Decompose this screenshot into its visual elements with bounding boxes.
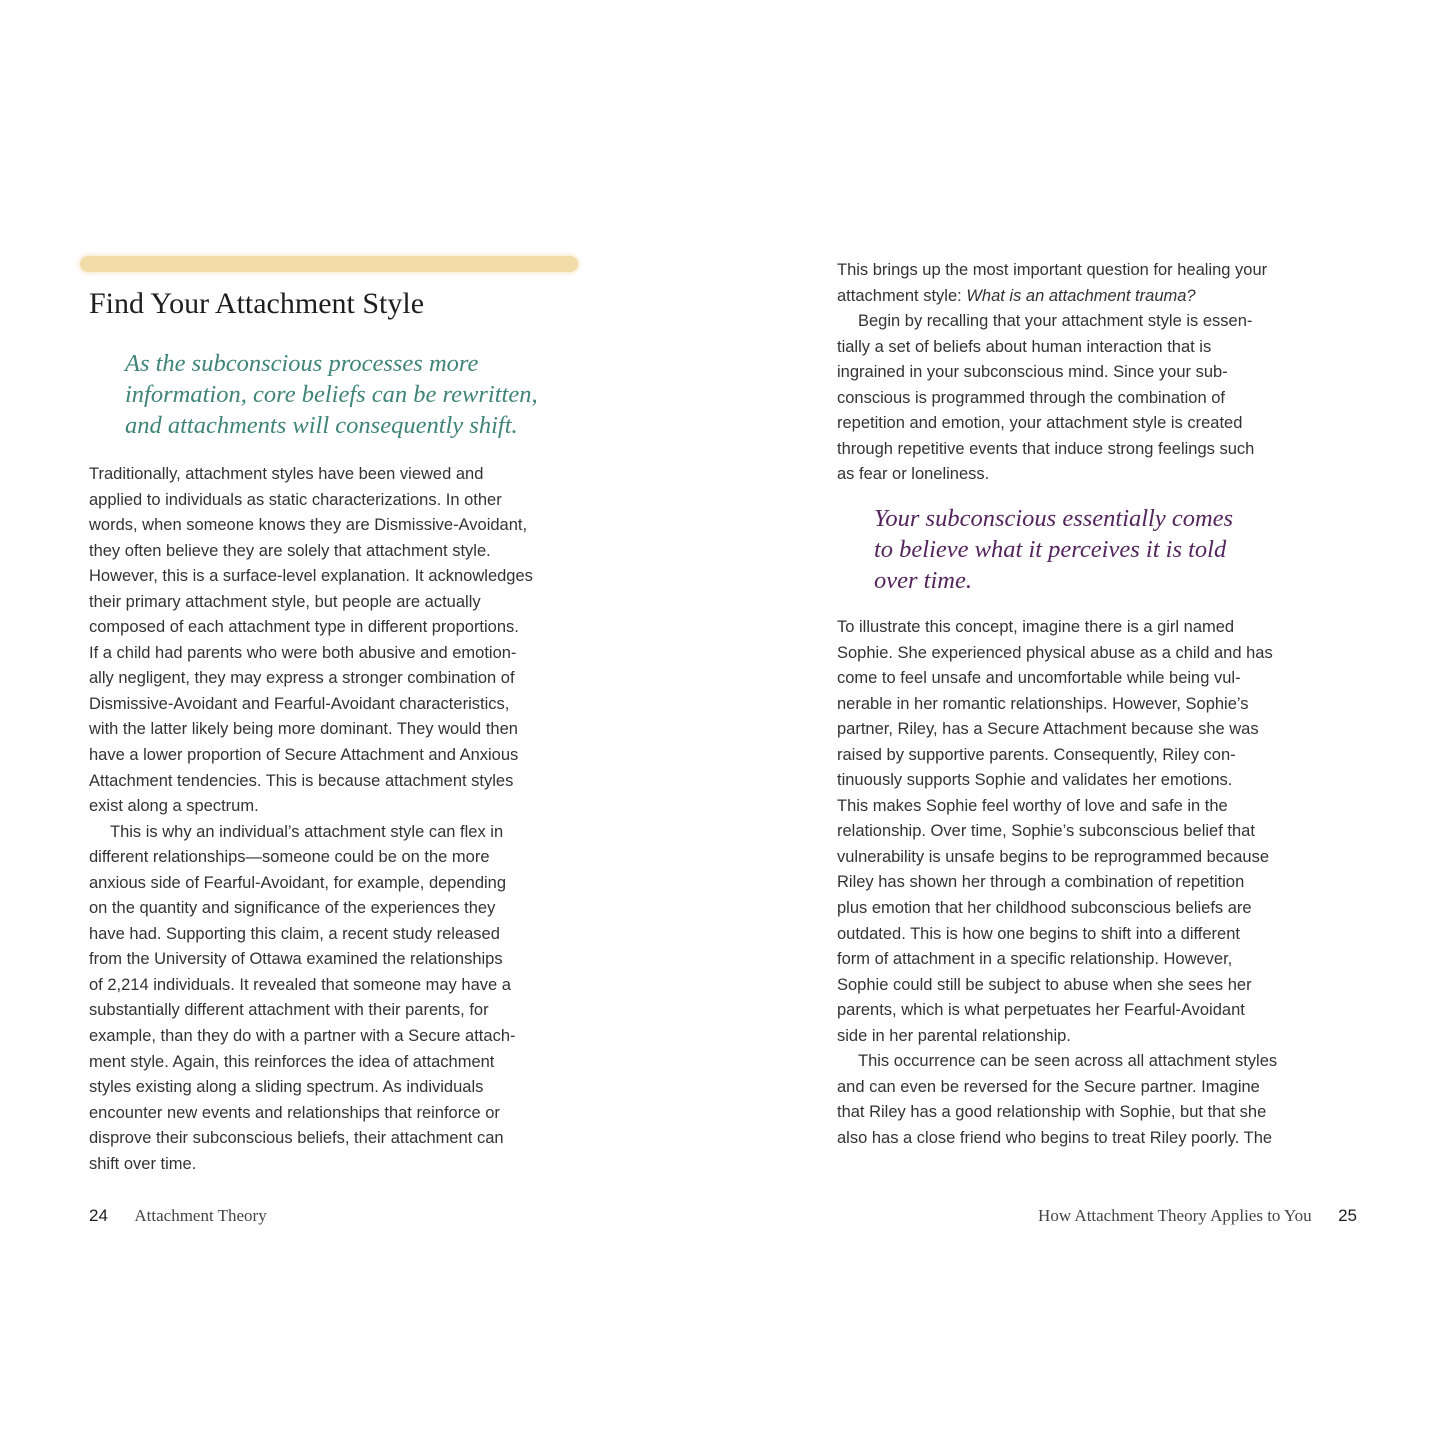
body-line [837, 284, 1267, 310]
body-line: have had. Supporting this claim, a recent study released [89, 924, 500, 943]
left-body-text [89, 462, 533, 1177]
body-line: ingrained in your subconscious mind. Since your sub- [837, 363, 1228, 382]
running-head: Attachment Theory [134, 1206, 267, 1225]
pullquote-line: and attachments will consequently shift. [125, 412, 518, 439]
body-line: their primary attachment style, but people are actually [89, 592, 481, 611]
pullquote-line: As the subconscious processes more [125, 350, 479, 377]
body-line: words, when someone knows they are Dismissive-Avoidant, [89, 516, 528, 535]
body-line: as fear or loneliness. [837, 465, 990, 484]
body-line: repetition and emotion, your attachment style is created [837, 414, 1243, 433]
body-line: nerable in her romantic relationships. However, Sophie’s [837, 694, 1249, 713]
body-line: they often believe they are solely that attachment style. [89, 541, 491, 560]
body-line: disprove their subconscious beliefs, their attachment can [89, 1129, 504, 1148]
section-heading: Find Your Attachment Style [89, 287, 425, 320]
body-line: tially a set of beliefs about human interaction that is [837, 337, 1212, 356]
body-line: and can even be reversed for the Secure partner. Imagine [837, 1077, 1260, 1096]
body-line: tinuously supports Sophie and validates her emotions. [837, 771, 1233, 790]
body-line-lead: attachment style: [837, 286, 967, 305]
body-line: Dismissive-Avoidant and Fearful-Avoidant characteristics, [89, 694, 510, 713]
body-line: that Riley has a good relationship with Sophie, but that she [837, 1103, 1267, 1122]
body-line: shift over time. [89, 1154, 197, 1173]
body-line: Traditionally, attachment styles have been viewed and [89, 465, 484, 483]
body-line: parents, which is what perpetuates her Fearful-Avoidant [837, 1001, 1245, 1020]
body-line: This is why an individual’s attachment style can flex in [110, 822, 504, 841]
body-line: However, this is a surface-level explanation. It acknowledges [89, 567, 533, 586]
body-line: encounter new events and relationships that reinforce or [89, 1103, 500, 1122]
body-line: This occurrence can be seen across all attachment styles [858, 1052, 1278, 1071]
right-footer [1038, 1203, 1357, 1229]
italic-question: What is an attachment trauma? [966, 286, 1196, 305]
body-line: Begin by recalling that your attachment style is essen- [858, 312, 1253, 331]
page-number: 24 [89, 1206, 108, 1225]
right-body-text-top [837, 258, 1267, 488]
body-line: from the University of Ottawa examined the relationships [89, 950, 503, 969]
body-line: This makes Sophie feel worthy of love and safe in the [837, 796, 1228, 815]
body-line: form of attachment in a specific relationship. However, [837, 950, 1233, 969]
body-line: plus emotion that her childhood subconscious beliefs are [837, 899, 1252, 918]
body-line: come to feel unsafe and uncomfortable while being vul- [837, 669, 1241, 688]
body-line: partner, Riley, has a Secure Attachment because she was [837, 720, 1259, 739]
body-line: also has a close friend who begins to treat Riley poorly. The [837, 1128, 1273, 1147]
body-line: raised by supportive parents. Consequently, Riley con- [837, 745, 1236, 764]
body-line: of 2,214 individuals. It revealed that someone may have a [89, 975, 511, 994]
body-line: ally negligent, they may express a stronger combination of [89, 669, 515, 688]
pullquote-right [874, 503, 1233, 596]
body-line: on the quantity and significance of the experiences they [89, 899, 496, 918]
body-line: Riley has shown her through a combination of repetition [837, 873, 1245, 892]
body-line: conscious is programmed through the combination of [837, 388, 1225, 407]
pullquote-left [125, 348, 538, 441]
body-line: ment style. Again, this reinforces the idea of attachment [89, 1052, 495, 1071]
body-line: exist along a spectrum. [89, 797, 259, 816]
body-line: If a child had parents who were both abusive and emotion- [89, 643, 517, 662]
body-line: vulnerability is unsafe begins to be reprogrammed because [837, 847, 1269, 866]
body-line: Sophie could still be subject to abuse when she sees her [837, 975, 1252, 994]
pullquote-line: over time. [874, 567, 972, 594]
pullquote-line: to believe what it perceives it is told [874, 536, 1227, 563]
body-line: composed of each attachment type in different proportions. [89, 618, 519, 637]
body-line: have a lower proportion of Secure Attachment and Anxious [89, 746, 519, 765]
heading-highlight-stroke [80, 256, 578, 272]
body-line: with the latter likely being more dominant. They would then [89, 720, 518, 739]
body-line: side in her parental relationship. [837, 1026, 1071, 1045]
body-line: different relationships—someone could be on the more [89, 848, 490, 867]
left-page [0, 0, 722, 1445]
body-line: Sophie. She experienced physical abuse as a child and has [837, 643, 1273, 662]
right-page [722, 0, 1445, 1445]
left-footer [89, 1203, 267, 1229]
body-line: To illustrate this concept, imagine there is a girl named [837, 618, 1235, 636]
page-number: 25 [1338, 1206, 1357, 1225]
pullquote-line: information, core beliefs can be rewritten, [125, 381, 538, 408]
body-line: relationship. Over time, Sophie’s subconscious belief that [837, 822, 1255, 841]
body-line: through repetitive events that induce strong feelings such [837, 439, 1255, 458]
body-line: applied to individuals as static characterizations. In other [89, 490, 502, 509]
right-body-text-bottom [837, 615, 1277, 1151]
body-line: substantially different attachment with their parents, for [89, 1001, 489, 1020]
body-line: Attachment tendencies. This is because attachment styles [89, 771, 514, 790]
body-line: styles existing along a sliding spectrum. As individuals [89, 1078, 484, 1097]
pullquote-line: Your subconscious essentially comes [874, 505, 1234, 532]
body-line: anxious side of Fearful-Avoidant, for example, depending [89, 873, 507, 892]
running-head: How Attachment Theory Applies to You [1038, 1206, 1312, 1225]
body-line: example, than they do with a partner with a Secure attach- [89, 1027, 516, 1046]
body-line: This brings up the most important question for healing your [837, 261, 1268, 279]
body-line: outdated. This is how one begins to shift into a different [837, 924, 1240, 943]
